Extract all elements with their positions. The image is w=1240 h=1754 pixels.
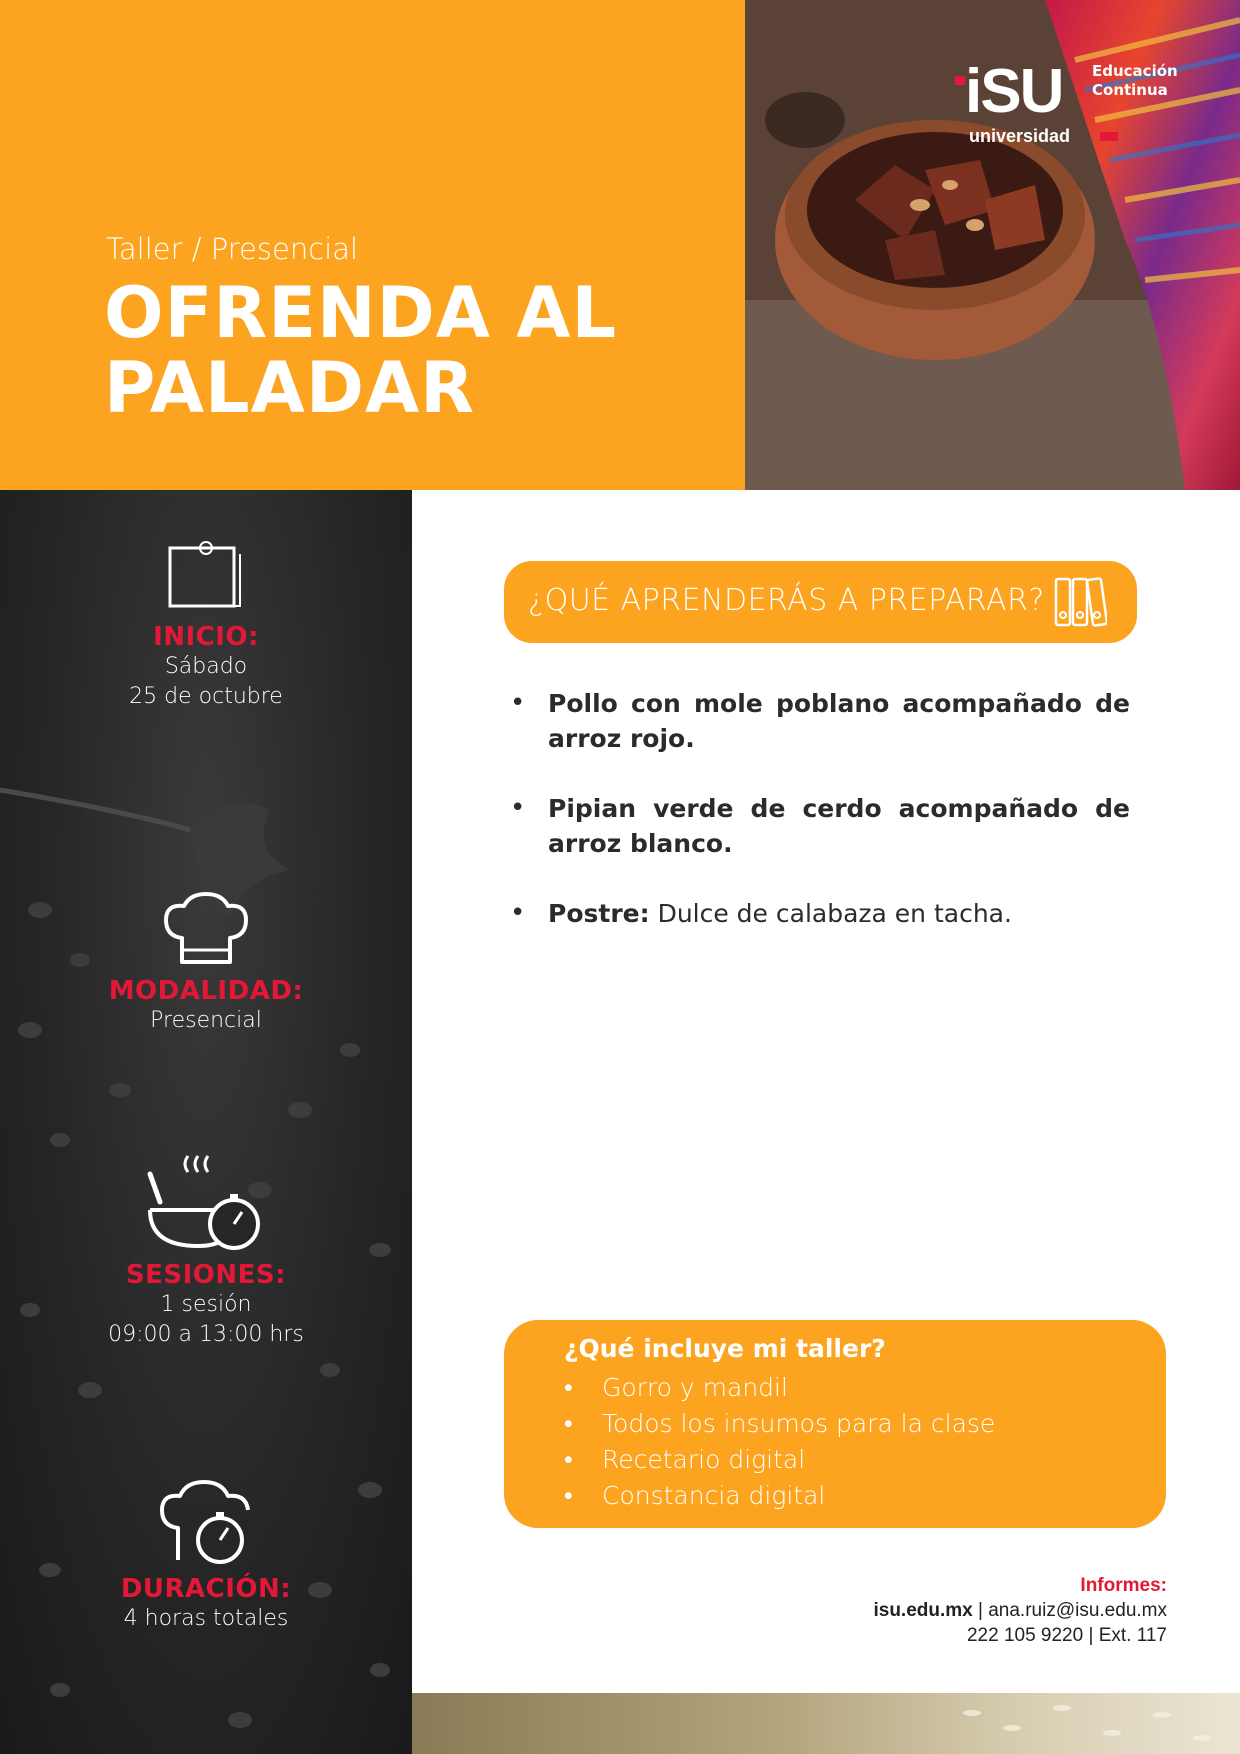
course-type: Taller / Presencial — [106, 232, 359, 266]
logo-accent — [1100, 132, 1118, 141]
contact-separator: | — [972, 1600, 989, 1621]
list-item — [510, 686, 1130, 756]
chef-hat-icon — [160, 892, 252, 968]
contact-title: Informes: — [1080, 1575, 1167, 1596]
logo-program-line1: Educación — [1092, 62, 1178, 80]
logo-program-line2: Continua — [1092, 81, 1168, 99]
course-title-line2: PALADAR — [104, 347, 476, 429]
includes-item: • Constancia digital — [564, 1478, 995, 1514]
course-title-line1: OFRENDA AL — [104, 272, 618, 354]
learn-list — [510, 686, 1130, 966]
includes-title: ¿Qué incluye mi taller? — [564, 1334, 886, 1363]
includes-item: • Todos los insumos para la clase — [564, 1406, 995, 1442]
modality-info — [0, 892, 412, 1036]
includes-item: • Recetario digital — [564, 1442, 995, 1478]
phone-number: 222 105 9220 | Ext. 117 — [966, 1625, 1167, 1646]
logo-dot — [955, 76, 965, 85]
start-day: Sábado — [164, 654, 248, 679]
modality-label: MODALIDAD: — [108, 976, 304, 1006]
logo-brand: iSU — [965, 57, 1063, 126]
hero-banner — [0, 0, 745, 490]
duration-label: DURACIÓN: — [120, 1574, 292, 1604]
email-link[interactable]: ana.ruiz@isu.edu.mx — [988, 1600, 1167, 1621]
includes-list — [564, 1370, 995, 1514]
sessions-label: SESIONES: — [125, 1260, 287, 1290]
list-item-bold: Pipian verde de cerdo acompañado de arroz blanco. — [548, 794, 1130, 858]
list-item — [510, 896, 1130, 931]
duration-info — [0, 1476, 412, 1634]
rice-texture — [412, 1693, 1240, 1754]
logo-program — [1092, 62, 1192, 100]
list-item-bold: Pollo con mole poblano acompañado de arroz rojo. — [548, 689, 1130, 753]
pan-timer-icon — [146, 1152, 266, 1252]
chef-hat-timer-icon — [158, 1476, 254, 1566]
isu-logo — [965, 57, 1185, 150]
sessions-info — [0, 1152, 412, 1350]
contact-line — [873, 1598, 1167, 1623]
start-date: 25 de octubre — [129, 684, 283, 709]
includes-item: • Gorro y mandil — [564, 1370, 995, 1406]
bottom-food-photo — [412, 1693, 1240, 1754]
start-label: INICIO: — [153, 622, 259, 652]
calendar-note-icon — [164, 538, 248, 614]
hero-photo — [745, 0, 1240, 490]
start-info — [0, 538, 412, 712]
sessions-time: 09:00 a 13:00 hrs — [108, 1322, 304, 1347]
contact-block — [873, 1573, 1167, 1648]
list-item-text: Dulce de calabaza en tacha. — [649, 899, 1012, 928]
list-item-bold: Postre: — [548, 899, 650, 928]
logo-unit: universidad — [969, 126, 1071, 146]
binders-icon — [1053, 577, 1107, 627]
learn-heading: ¿QUÉ APRENDERÁS A PREPARAR? — [528, 583, 1045, 618]
sessions-count: 1 sesión — [160, 1292, 252, 1317]
learn-heading-pill — [504, 561, 1137, 643]
includes-box — [504, 1320, 1166, 1528]
info-sidebar — [0, 490, 412, 1754]
duration-value: 4 horas totales — [123, 1606, 289, 1631]
website-link[interactable]: isu.edu.mx — [873, 1600, 973, 1621]
list-item — [510, 791, 1130, 861]
course-title — [104, 272, 618, 429]
modality-value: Presencial — [150, 1008, 262, 1033]
